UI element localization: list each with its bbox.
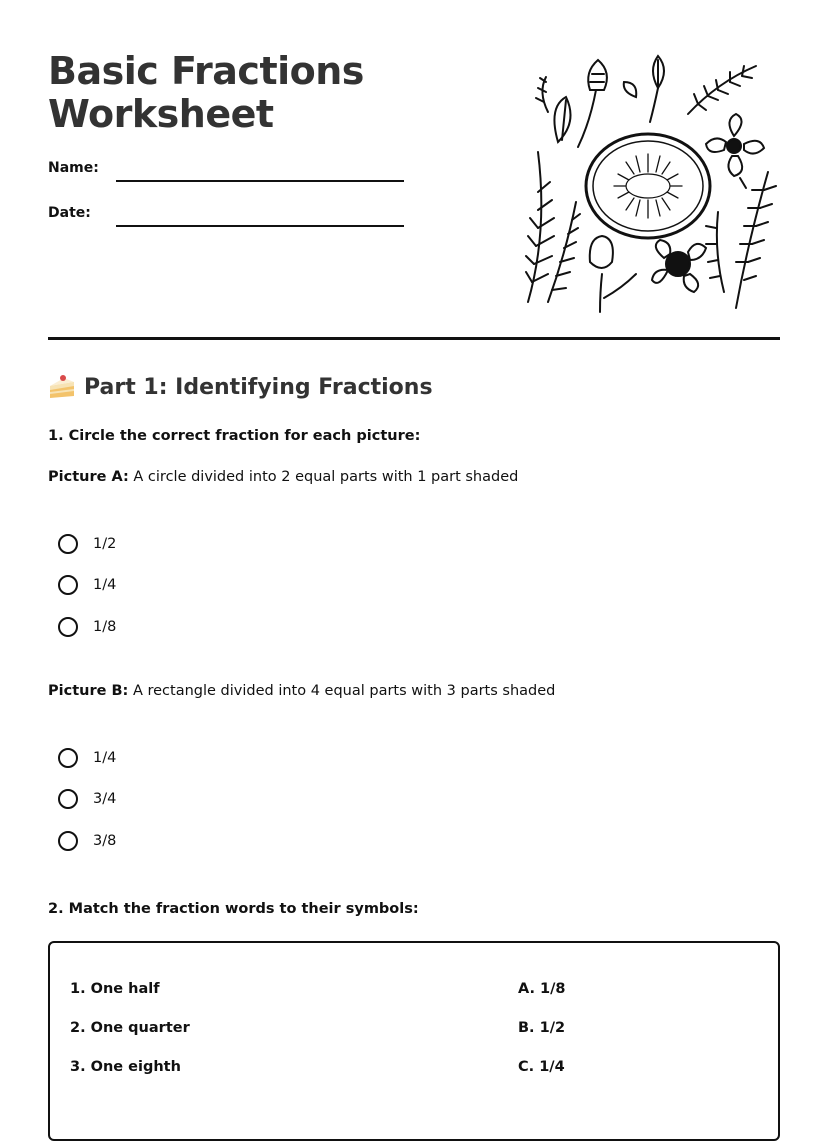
match-word: 2. One quarter	[70, 1020, 190, 1036]
match-word: 3. One eighth	[70, 1059, 181, 1075]
worksheet-title	[48, 50, 364, 136]
option-label: 1/2	[93, 536, 117, 552]
picture-b-description	[48, 683, 555, 699]
picture-a-option[interactable]	[58, 617, 116, 637]
name-field[interactable]	[116, 180, 404, 182]
picture-a-label: Picture A:	[48, 469, 129, 485]
radio-circle[interactable]	[58, 617, 78, 637]
match-symbol: C. 1/4	[518, 1059, 565, 1075]
picture-a-description	[48, 469, 518, 485]
match-symbol: B. 1/2	[518, 1020, 566, 1036]
part-1-heading-text: Part 1: Identifying Fractions	[84, 374, 433, 400]
matching-box	[48, 941, 780, 1141]
date-field[interactable]	[116, 225, 404, 227]
date-label: Date:	[48, 205, 91, 221]
picture-a-text: A circle divided into 2 equal parts with 1 part shaded	[133, 469, 519, 485]
picture-a-option[interactable]	[58, 534, 116, 554]
match-word: 1. One half	[70, 981, 160, 997]
part-1-heading	[48, 374, 433, 400]
picture-b-label: Picture B:	[48, 683, 129, 699]
radio-circle[interactable]	[58, 789, 78, 809]
option-label: 1/4	[93, 750, 117, 766]
match-symbol: A. 1/8	[518, 981, 566, 997]
option-label: 1/4	[93, 577, 117, 593]
radio-circle[interactable]	[58, 534, 78, 554]
picture-b-option[interactable]	[58, 748, 116, 768]
option-label: 1/8	[93, 619, 117, 635]
name-label: Name:	[48, 160, 99, 176]
question-1-prompt: 1. Circle the correct fraction for each picture:	[48, 428, 421, 444]
question-2-prompt: 2. Match the fraction words to their symbols:	[48, 901, 419, 917]
radio-circle[interactable]	[58, 831, 78, 851]
botanical-illustration-icon	[518, 52, 780, 316]
picture-a-option[interactable]	[58, 575, 116, 595]
picture-b-option[interactable]	[58, 831, 116, 851]
radio-circle[interactable]	[58, 748, 78, 768]
option-label: 3/4	[93, 791, 117, 807]
cake-slice-icon	[48, 374, 76, 400]
option-label: 3/8	[93, 833, 117, 849]
picture-b-option[interactable]	[58, 789, 116, 809]
title-line-1: Basic Fractions	[48, 49, 364, 93]
section-divider	[48, 337, 780, 340]
picture-b-text: A rectangle divided into 4 equal parts with 3 parts shaded	[132, 683, 556, 699]
title-line-2: Worksheet	[48, 92, 274, 136]
radio-circle[interactable]	[58, 575, 78, 595]
